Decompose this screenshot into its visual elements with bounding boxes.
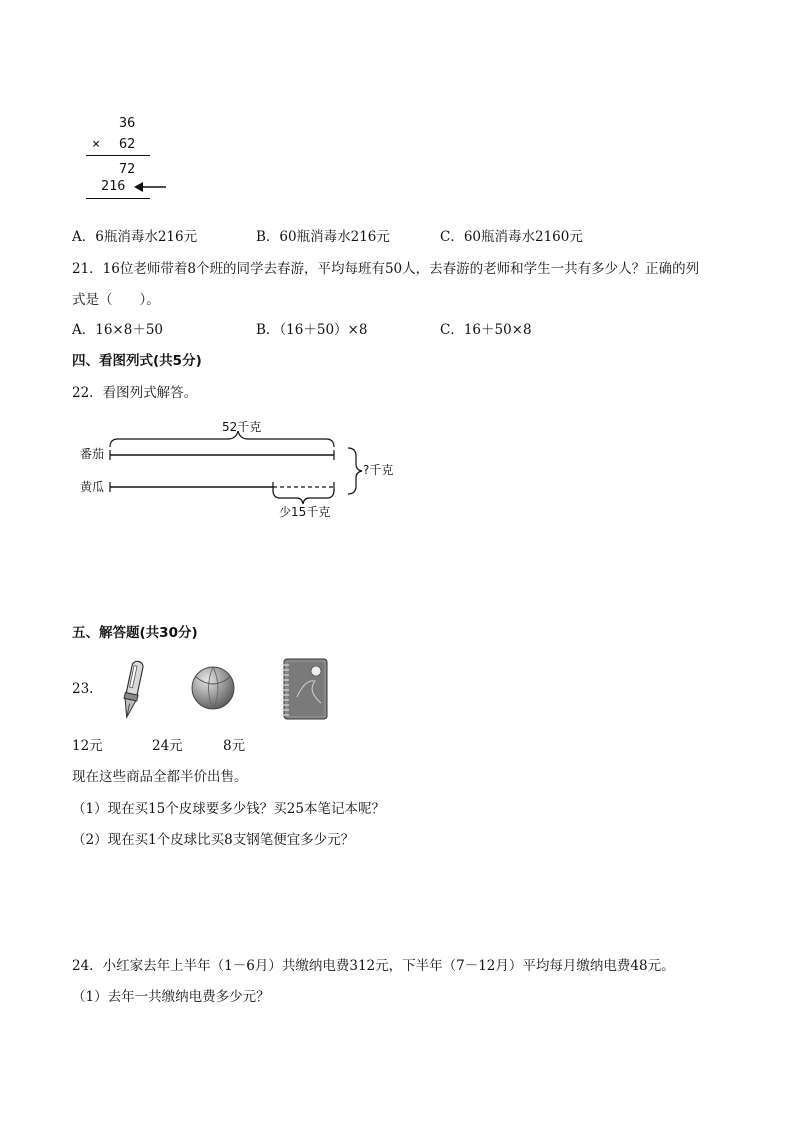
q21-option-b: B．（16＋50）×8: [256, 322, 368, 338]
q21-line1: 21．16位老师带着8个班的同学去春游，平均每班有50人，去春游的老师和学生一共有多少人？正确的列: [72, 261, 700, 277]
q21-option-c: C．16＋50×8: [440, 322, 532, 338]
notebook-icon: [279, 657, 329, 721]
q24-sub1: （1）去年一共缴纳电费多少元？: [72, 989, 270, 1005]
calc-line3: 72: [119, 161, 136, 177]
bottom-brace: [273, 490, 334, 504]
section5-heading: 五、解答题(共30分): [72, 625, 198, 641]
diagram-total-tomato: 52千克: [222, 420, 262, 434]
q20-option-a: A．6瓶消毒水216元: [72, 229, 198, 245]
q21-option-a: A．16×8＋50: [72, 322, 164, 338]
ball-icon: [190, 665, 236, 711]
price-ball: 24元: [152, 738, 183, 754]
q23-intro: 现在这些商品全都半价出售。: [72, 769, 248, 785]
q20-option-b: B．60瓶消毒水216元: [256, 229, 390, 245]
pen-icon: [118, 658, 148, 722]
q23-sub2: （2）现在买1个皮球比买8支钢笔便宜多少元？: [72, 832, 355, 848]
price-pen: 12元: [72, 738, 103, 754]
line-segment-diagram: [70, 414, 410, 524]
calc-line2: 62: [119, 136, 136, 152]
calc-rule-2: [86, 198, 150, 199]
q22-text: 22．看图列式解答。: [72, 385, 198, 401]
q20-option-c: C．60瓶消毒水2160元: [440, 229, 583, 245]
diagram-diff-label: 少15千克: [279, 505, 331, 519]
price-notebook: 8元: [223, 738, 246, 754]
q23-sub1: （1）现在买15个皮球要多少钱？买25本笔记本呢？: [72, 801, 385, 817]
row-label-cucumber: 黄瓜: [80, 480, 105, 494]
q24-text: 24．小红家去年上半年（1－6月）共缴纳电费312元，下半年（7－12月）平均每月缴纳电费48元。: [72, 958, 675, 974]
times-sign: ×: [92, 136, 101, 152]
diagram-total-label: ?千克: [363, 463, 394, 477]
calc-line4: 216: [101, 178, 126, 194]
arrow-left-icon: [134, 180, 168, 194]
calc-rule-1: [86, 155, 150, 156]
right-brace: [348, 448, 362, 494]
section4-heading: 四、看图列式(共5分): [72, 353, 202, 369]
row-label-tomato: 番茄: [80, 447, 105, 461]
calc-line1: 36: [119, 115, 136, 131]
q21-line2: 式是（ ）。: [72, 292, 160, 308]
q23-number: 23．: [72, 681, 103, 697]
